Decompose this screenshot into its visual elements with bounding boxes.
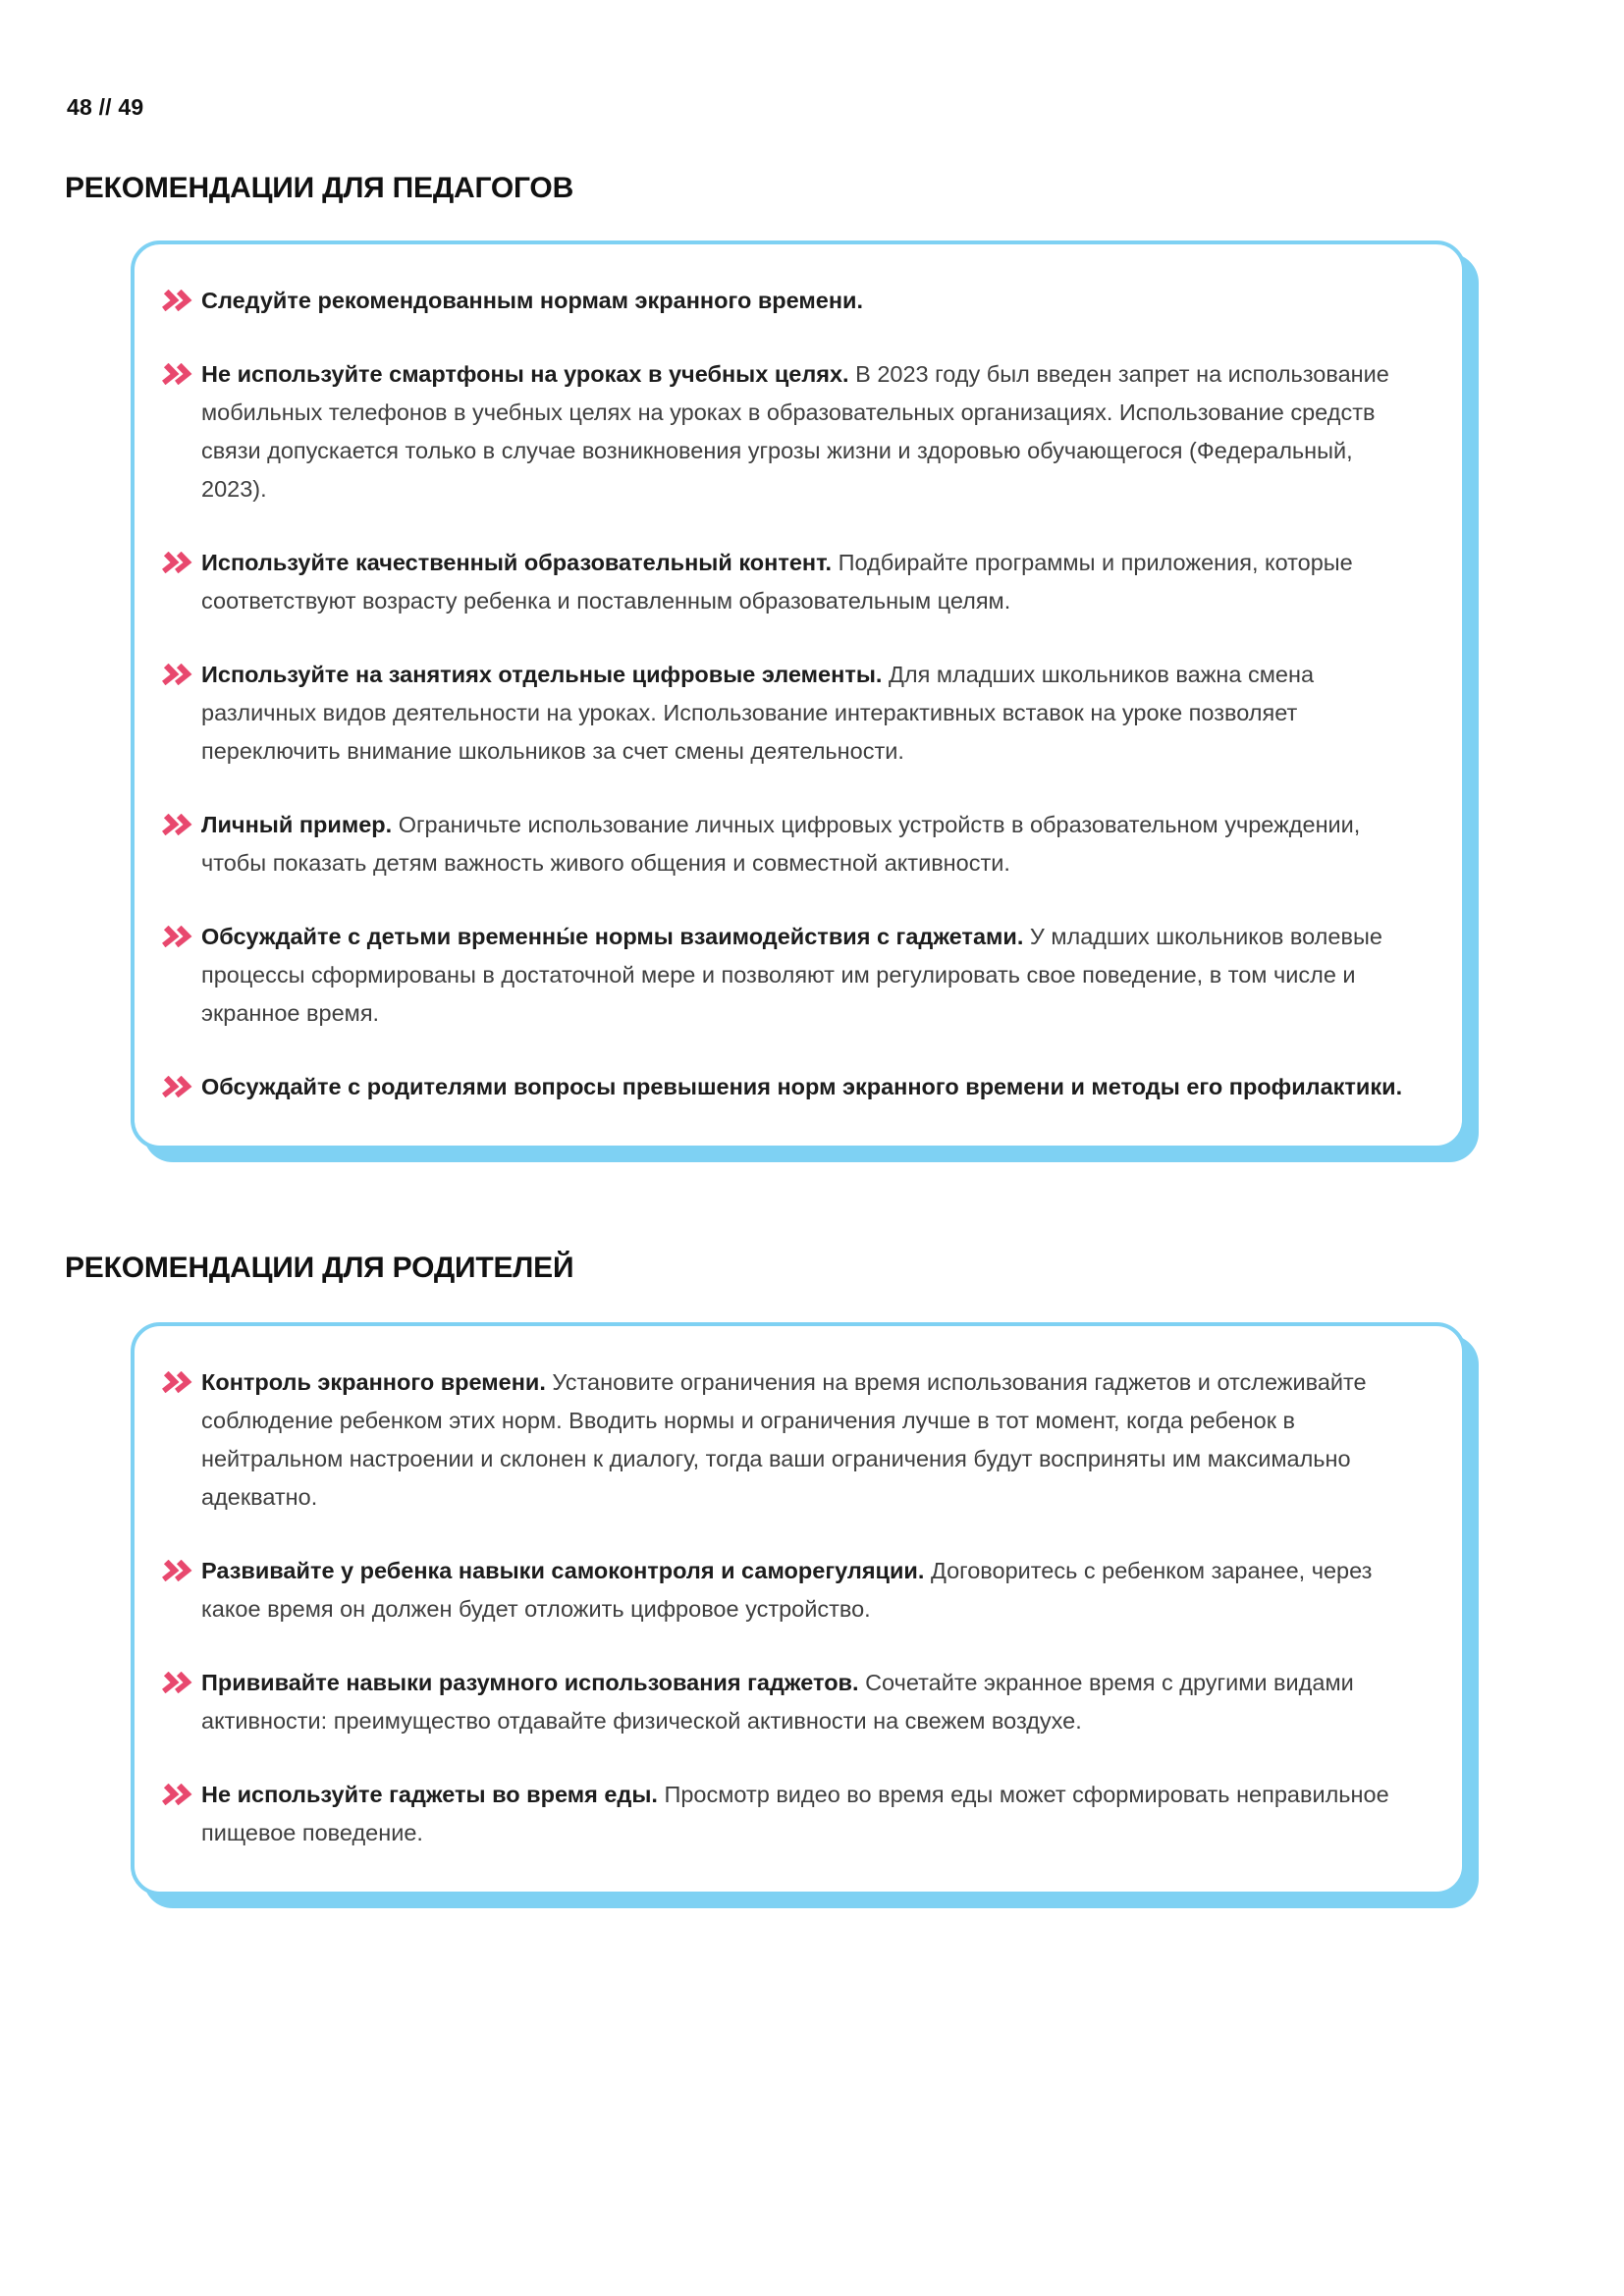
- recommendations-card-teachers: [131, 240, 1466, 1149]
- list-item: [162, 1068, 1407, 1106]
- recommendation-lead: Контроль экранного времени.: [201, 1369, 546, 1395]
- recommendation-body: Установите ограничения на время использования гаджетов и отслеживайте соблюдение ребенком этих норм. Вводить нормы и ограничения лучше в тот момент, когда ребенок в нейтральном настроении и склонен к диалогу, тогда ваши ограничения будут восприняты им максимально адекватно.: [201, 1369, 1367, 1510]
- recommendation-body: Ограничьте использование личных цифровых устройств в образовательном учреждении, чтобы показать детям важность живого общения и совместной активности.: [201, 812, 1361, 876]
- recommendation-text: [201, 918, 1407, 1033]
- recommendation-text: [201, 1776, 1407, 1852]
- recommendation-lead: Развивайте у ребенка навыки самоконтроля и саморегуляции.: [201, 1558, 925, 1583]
- list-item: [162, 1776, 1407, 1852]
- section-title-parents: РЕКОМЕНДАЦИИ ДЛЯ РОДИТЕЛЕЙ: [65, 1252, 574, 1284]
- recommendation-text: [201, 282, 1407, 320]
- recommendation-lead: Обсуждайте с родителями вопросы превышения норм экранного времени и методы его профилактики.: [201, 1074, 1403, 1099]
- recommendation-body: Подбирайте программы и приложения, которые соответствуют возрасту ребенка и поставленным образовательным целям.: [201, 550, 1353, 614]
- recommendation-text: [201, 1664, 1407, 1740]
- double-chevron-icon: [162, 806, 201, 835]
- recommendation-text: [201, 656, 1407, 771]
- double-chevron-icon: [162, 1552, 201, 1581]
- recommendation-text: [201, 355, 1407, 508]
- recommendation-text: [201, 544, 1407, 620]
- list-item: [162, 282, 1407, 320]
- list-item: [162, 1363, 1407, 1517]
- page-number: 48 // 49: [67, 94, 144, 120]
- double-chevron-icon: [162, 1068, 201, 1097]
- recommendation-body: Сочетайте экранное время с другими видами активности: преимущество отдавайте физической активности на свежем воздухе.: [201, 1670, 1354, 1734]
- list-item: [162, 355, 1407, 508]
- section-teachers: [65, 172, 1478, 1149]
- recommendation-lead: Не используйте смартфоны на уроках в учебных целях.: [201, 361, 849, 387]
- recommendation-lead: Следуйте рекомендованным нормам экранного времени.: [201, 288, 864, 313]
- list-item: [162, 656, 1407, 771]
- list-item: [162, 1664, 1407, 1740]
- double-chevron-icon: [162, 282, 201, 311]
- recommendation-lead: Прививайте навыки разумного использования гаджетов.: [201, 1670, 859, 1695]
- recommendation-lead: Используйте на занятиях отдельные цифровые элементы.: [201, 662, 883, 687]
- double-chevron-icon: [162, 1664, 201, 1693]
- double-chevron-icon: [162, 1776, 201, 1805]
- section-parents: [65, 1252, 1478, 1896]
- section-title-teachers: РЕКОМЕНДАЦИИ ДЛЯ ПЕДАГОГОВ: [65, 172, 574, 204]
- double-chevron-icon: [162, 918, 201, 947]
- double-chevron-icon: [162, 1363, 201, 1393]
- double-chevron-icon: [162, 544, 201, 573]
- recommendation-body: Для младших школьников важна смена различных видов деятельности на уроках. Использование интерактивных вставок на уроке позволяет переключить внимание школьников за счет смены деятельности.: [201, 662, 1315, 764]
- recommendation-lead: Не используйте гаджеты во время еды.: [201, 1782, 658, 1807]
- double-chevron-icon: [162, 656, 201, 685]
- recommendations-card-parents: [131, 1322, 1466, 1896]
- recommendation-body: Просмотр видео во время еды может сформировать неправильное пищевое поведение.: [201, 1782, 1389, 1845]
- recommendation-text: [201, 806, 1407, 882]
- recommendation-body: В 2023 году был введен запрет на использование мобильных телефонов в учебных целях на уроках в образовательных организациях. Использование средств связи допускается только в случае возникновения угрозы жизни и здоровью обучающегося (Федеральный, 2023).: [201, 361, 1389, 502]
- recommendation-body: У младших школьников волевые процессы сформированы в достаточной мере и позволяют им регулировать свое поведение, в том числе и экранное время.: [201, 924, 1382, 1026]
- recommendation-lead: Используйте качественный образовательный контент.: [201, 550, 833, 575]
- recommendation-text: [201, 1068, 1407, 1106]
- recommendation-text: [201, 1363, 1407, 1517]
- list-item: [162, 1552, 1407, 1629]
- list-item: [162, 806, 1407, 882]
- recommendation-lead: Обсуждайте с детьми временны́е нормы взаимодействия с гаджетами.: [201, 924, 1024, 949]
- list-item: [162, 918, 1407, 1033]
- double-chevron-icon: [162, 355, 201, 385]
- recommendation-text: [201, 1552, 1407, 1629]
- recommendation-body: Договоритесь с ребенком заранее, через какое время он должен будет отложить цифровое устройство.: [201, 1558, 1373, 1622]
- recommendation-lead: Личный пример.: [201, 812, 393, 837]
- list-item: [162, 544, 1407, 620]
